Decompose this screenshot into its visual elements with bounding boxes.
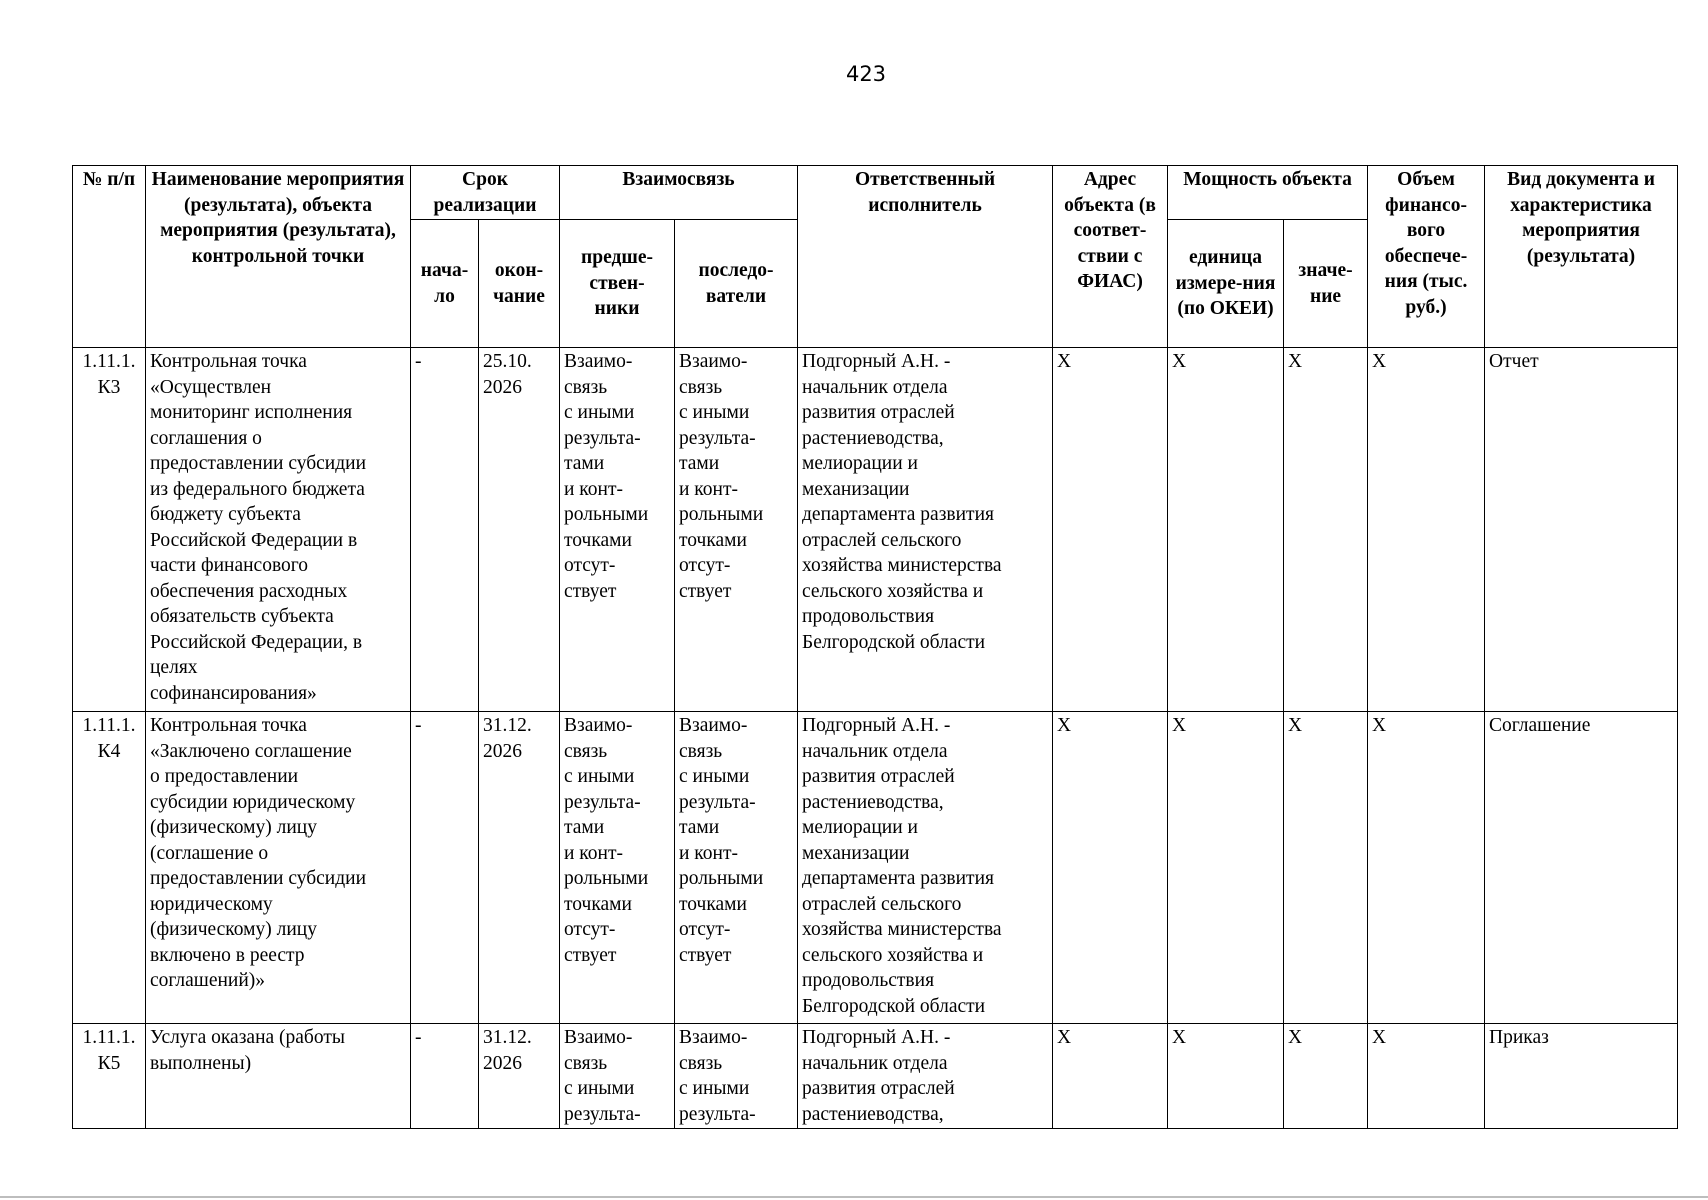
- cell-volume: X: [1368, 712, 1485, 1024]
- cell-end: 31.12. 2026: [479, 712, 560, 1024]
- header-capacity: Мощность объекта: [1168, 166, 1368, 220]
- cell-responsible: Подгорный А.Н. - начальник отдела развития отраслей растениеводства,: [798, 1024, 1053, 1129]
- header-doc-type: Вид документа и характеристика мероприятия (результата): [1485, 166, 1678, 348]
- header-volume: Объем финансо-вого обеспече-ния (тыс. руб.): [1368, 166, 1485, 348]
- events-table: [72, 165, 1678, 1129]
- header-capacity-unit: единица измере-ния (по ОКЕИ): [1168, 220, 1284, 348]
- header-capacity-value: значе- ние: [1284, 220, 1368, 348]
- header-term-end: окон- чание: [479, 220, 560, 348]
- cell-start: -: [411, 1024, 479, 1129]
- cell-value: X: [1284, 712, 1368, 1024]
- cell-address: X: [1053, 712, 1168, 1024]
- header-term-start: нача- ло: [411, 220, 479, 348]
- cell-unit: X: [1168, 1024, 1284, 1129]
- cell-doc: Приказ: [1485, 1024, 1678, 1129]
- page-number: 423: [845, 62, 887, 86]
- cell-start: -: [411, 348, 479, 712]
- cell-prev: Взаимо- связь с иными результа- тами и конт- рольными точками отсут- ствует: [560, 348, 675, 712]
- cell-next: Взаимо- связь с иными результа- тами и конт- рольными точками отсут- ствует: [675, 348, 798, 712]
- cell-prev: Взаимо- связь с иными результа- тами и конт- рольными точками отсут- ствует: [560, 712, 675, 1024]
- cell-num: 1.11.1. К3: [73, 348, 146, 712]
- header-name: Наименование мероприятия (результата), объекта мероприятия (результата), контрольной точки: [146, 166, 411, 348]
- cell-value: X: [1284, 348, 1368, 712]
- scan-edge-line: [0, 1196, 1708, 1198]
- table-row: [73, 1024, 1678, 1129]
- cell-doc: Отчет: [1485, 348, 1678, 712]
- header-num: № п/п: [73, 166, 146, 348]
- header-link-prev: предше- ствен- ники: [560, 220, 675, 348]
- cell-start: -: [411, 712, 479, 1024]
- cell-name: Контрольная точка «Осуществлен мониторинг исполнения соглашения о предоставлении субсидии из федерального бюджета бюджету субъекта Российской Федерации в части финансового обеспечения расходных обязательств субъекта Российской Федерации, в целях софинансирования»: [146, 348, 411, 712]
- header-link-next: последо- ватели: [675, 220, 798, 348]
- cell-num: 1.11.1. К5: [73, 1024, 146, 1129]
- cell-responsible: Подгорный А.Н. - начальник отдела развития отраслей растениеводства, мелиорации и механизации департамента развития отраслей сельского хозяйства министерства сельского хозяйства и продовольствия Белгородской области: [798, 348, 1053, 712]
- cell-prev: Взаимо- связь с иными результа-: [560, 1024, 675, 1129]
- header-responsible: Ответственный исполнитель: [798, 166, 1053, 348]
- table-header: [73, 166, 1678, 348]
- cell-doc: Соглашение: [1485, 712, 1678, 1024]
- cell-num: 1.11.1. К4: [73, 712, 146, 1024]
- header-address: Адрес объекта (в соответ-ствии с ФИАС): [1053, 166, 1168, 348]
- cell-address: X: [1053, 348, 1168, 712]
- table-row: [73, 712, 1678, 1024]
- cell-next: Взаимо- связь с иными результа- тами и конт- рольными точками отсут- ствует: [675, 712, 798, 1024]
- cell-address: X: [1053, 1024, 1168, 1129]
- cell-next: Взаимо- связь с иными результа-: [675, 1024, 798, 1129]
- cell-volume: X: [1368, 348, 1485, 712]
- cell-end: 25.10. 2026: [479, 348, 560, 712]
- header-term: Срок реализации: [411, 166, 560, 220]
- header-link: Взаимосвязь: [560, 166, 798, 220]
- cell-unit: X: [1168, 348, 1284, 712]
- cell-end: 31.12. 2026: [479, 1024, 560, 1129]
- cell-responsible: Подгорный А.Н. - начальник отдела развития отраслей растениеводства, мелиорации и механизации департамента развития отраслей сельского хозяйства министерства сельского хозяйства и продовольствия Белгородской области: [798, 712, 1053, 1024]
- cell-value: X: [1284, 1024, 1368, 1129]
- cell-name: Услуга оказана (работы выполнены): [146, 1024, 411, 1129]
- cell-volume: X: [1368, 1024, 1485, 1129]
- table-row: [73, 348, 1678, 712]
- cell-name: Контрольная точка «Заключено соглашение о предоставлении субсидии юридическому (физическому) лицу (соглашение о предоставлении субсидии юридическому (физическому) лицу включено в реестр соглашений)»: [146, 712, 411, 1024]
- cell-unit: X: [1168, 712, 1284, 1024]
